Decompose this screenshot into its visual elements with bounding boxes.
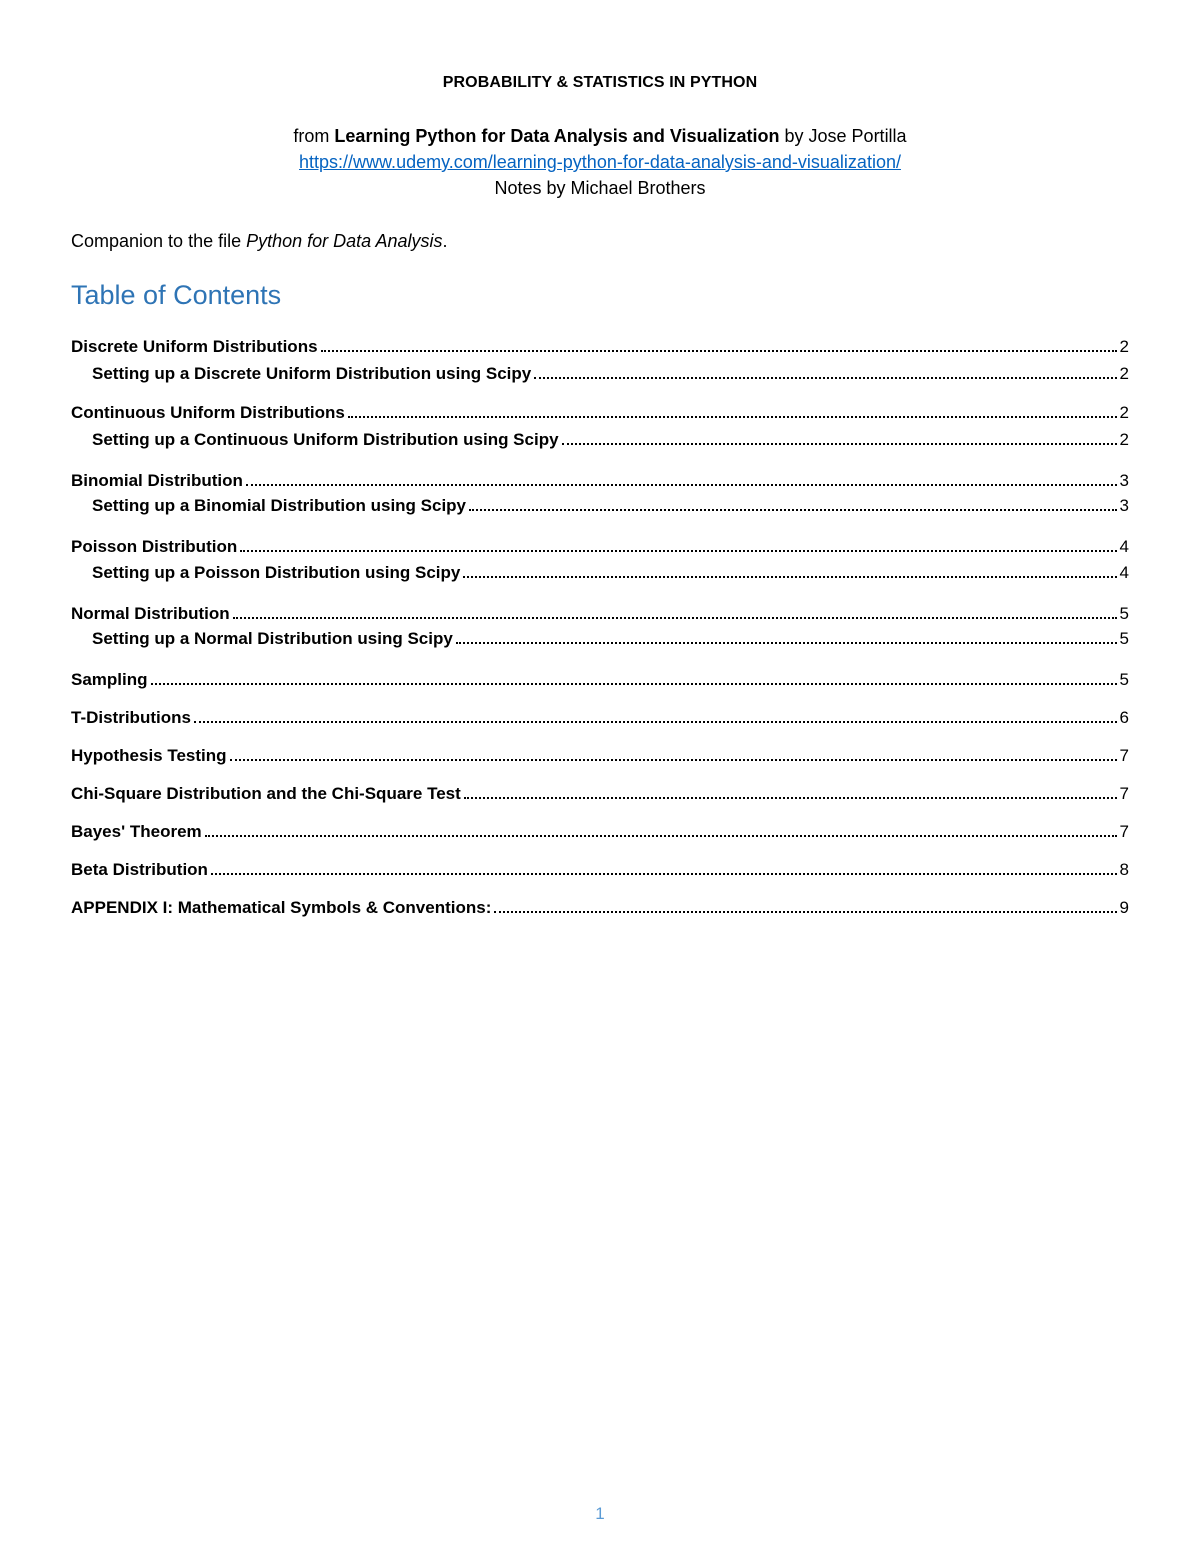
toc-dot-leader bbox=[246, 483, 1117, 486]
toc-entry[interactable] bbox=[71, 818, 1129, 842]
toc-page-number: 3 bbox=[1119, 471, 1129, 490]
toc-entry[interactable] bbox=[71, 894, 1129, 918]
toc-entry-label: Hypothesis Testing bbox=[71, 746, 227, 765]
toc-page-number: 2 bbox=[1119, 430, 1129, 449]
toc-entry-label: Setting up a Poisson Distribution using Scipy bbox=[92, 563, 461, 582]
notes-author: Notes by Michael Brothers bbox=[494, 178, 706, 198]
companion-line bbox=[71, 231, 448, 252]
toc-entry[interactable] bbox=[71, 533, 1129, 557]
toc-dot-leader bbox=[211, 872, 1117, 875]
toc-page-number: 4 bbox=[1119, 563, 1129, 582]
toc-page-number: 5 bbox=[1119, 604, 1129, 623]
toc-entry-label: Sampling bbox=[71, 670, 148, 689]
toc-page-number: 2 bbox=[1119, 403, 1129, 422]
document-title: PROBABILITY & STATISTICS IN PYTHON bbox=[442, 74, 758, 91]
footer-page-number: 1 bbox=[595, 1504, 605, 1523]
toc-dot-leader bbox=[321, 349, 1117, 352]
toc-entry-label: Setting up a Continuous Uniform Distribution using Scipy bbox=[92, 430, 559, 449]
toc-page-number: 5 bbox=[1119, 629, 1129, 648]
course-author: by Jose Portilla bbox=[779, 126, 907, 146]
toc-dot-leader bbox=[348, 415, 1117, 418]
toc-entry[interactable] bbox=[71, 856, 1129, 880]
toc-entry[interactable] bbox=[71, 666, 1129, 690]
toc-page-number: 7 bbox=[1119, 746, 1129, 765]
toc-entry-label: Binomial Distribution bbox=[71, 471, 243, 490]
course-url-link[interactable]: https://www.udemy.com/learning-python-for-data-analysis-and-visualization/ bbox=[299, 152, 901, 172]
toc-dot-leader bbox=[233, 616, 1117, 619]
toc-page-number: 3 bbox=[1119, 496, 1129, 515]
toc-page-number: 9 bbox=[1119, 898, 1129, 917]
toc-entry[interactable] bbox=[71, 333, 1129, 357]
toc-entry-label: APPENDIX I: Mathematical Symbols & Conventions: bbox=[71, 898, 492, 917]
toc-entry-label: Beta Distribution bbox=[71, 860, 208, 879]
toc-page-number: 2 bbox=[1119, 364, 1129, 383]
toc-entry[interactable] bbox=[71, 600, 1129, 624]
toc-entry-label: Setting up a Normal Distribution using Scipy bbox=[92, 629, 453, 648]
toc-entry-label: Poisson Distribution bbox=[71, 537, 238, 556]
toc-subentry[interactable] bbox=[92, 625, 1129, 649]
toc-entry-label: T-Distributions bbox=[71, 708, 191, 727]
toc-page-number: 2 bbox=[1119, 337, 1129, 356]
course-name: Learning Python for Data Analysis and Visualization bbox=[334, 126, 780, 146]
toc-dot-leader bbox=[534, 376, 1116, 379]
toc-subentry[interactable] bbox=[92, 426, 1129, 450]
companion-suffix: . bbox=[442, 231, 448, 251]
toc-entry-label: Continuous Uniform Distributions bbox=[71, 403, 345, 422]
toc-page-number: 7 bbox=[1119, 784, 1129, 803]
toc-entry[interactable] bbox=[71, 704, 1129, 728]
toc-dot-leader bbox=[463, 575, 1116, 578]
toc-subentry[interactable] bbox=[92, 360, 1129, 384]
toc-entry-label: Discrete Uniform Distributions bbox=[71, 337, 318, 356]
toc-entry-label: Bayes' Theorem bbox=[71, 822, 202, 841]
toc-dot-leader bbox=[562, 442, 1117, 445]
toc-dot-leader bbox=[464, 796, 1117, 799]
toc-page-number: 4 bbox=[1119, 537, 1129, 556]
toc-subentry[interactable] bbox=[92, 492, 1129, 516]
toc-entry[interactable] bbox=[71, 742, 1129, 766]
toc-dot-leader bbox=[205, 834, 1117, 837]
toc-page-number: 5 bbox=[1119, 670, 1129, 689]
toc-subentry[interactable] bbox=[92, 559, 1129, 583]
toc-entry-label: Setting up a Discrete Uniform Distribution using Scipy bbox=[92, 364, 532, 383]
toc-heading: Table of Contents bbox=[71, 280, 282, 310]
toc-dot-leader bbox=[456, 641, 1117, 644]
toc-entry[interactable] bbox=[71, 780, 1129, 804]
toc-entry-label: Chi-Square Distribution and the Chi-Square Test bbox=[71, 784, 461, 803]
toc-entry[interactable] bbox=[71, 399, 1129, 423]
toc-page-number: 7 bbox=[1119, 822, 1129, 841]
toc-entry[interactable] bbox=[71, 467, 1129, 491]
toc-dot-leader bbox=[230, 758, 1117, 761]
companion-prefix: Companion to the file bbox=[71, 231, 247, 251]
toc-dot-leader bbox=[469, 508, 1117, 511]
companion-file: Python for Data Analysis bbox=[246, 231, 443, 251]
toc-entry-label: Setting up a Binomial Distribution using Scipy bbox=[92, 496, 467, 515]
toc-dot-leader bbox=[494, 910, 1116, 913]
url-line bbox=[0, 152, 1200, 173]
from-prefix: from bbox=[293, 126, 335, 146]
source-line bbox=[0, 126, 1200, 147]
toc-page-number: 8 bbox=[1119, 860, 1129, 879]
toc-page-number: 6 bbox=[1119, 708, 1129, 727]
toc-dot-leader bbox=[194, 720, 1117, 723]
toc-dot-leader bbox=[151, 682, 1117, 685]
toc-entry-label: Normal Distribution bbox=[71, 604, 230, 623]
toc-dot-leader bbox=[240, 549, 1116, 552]
